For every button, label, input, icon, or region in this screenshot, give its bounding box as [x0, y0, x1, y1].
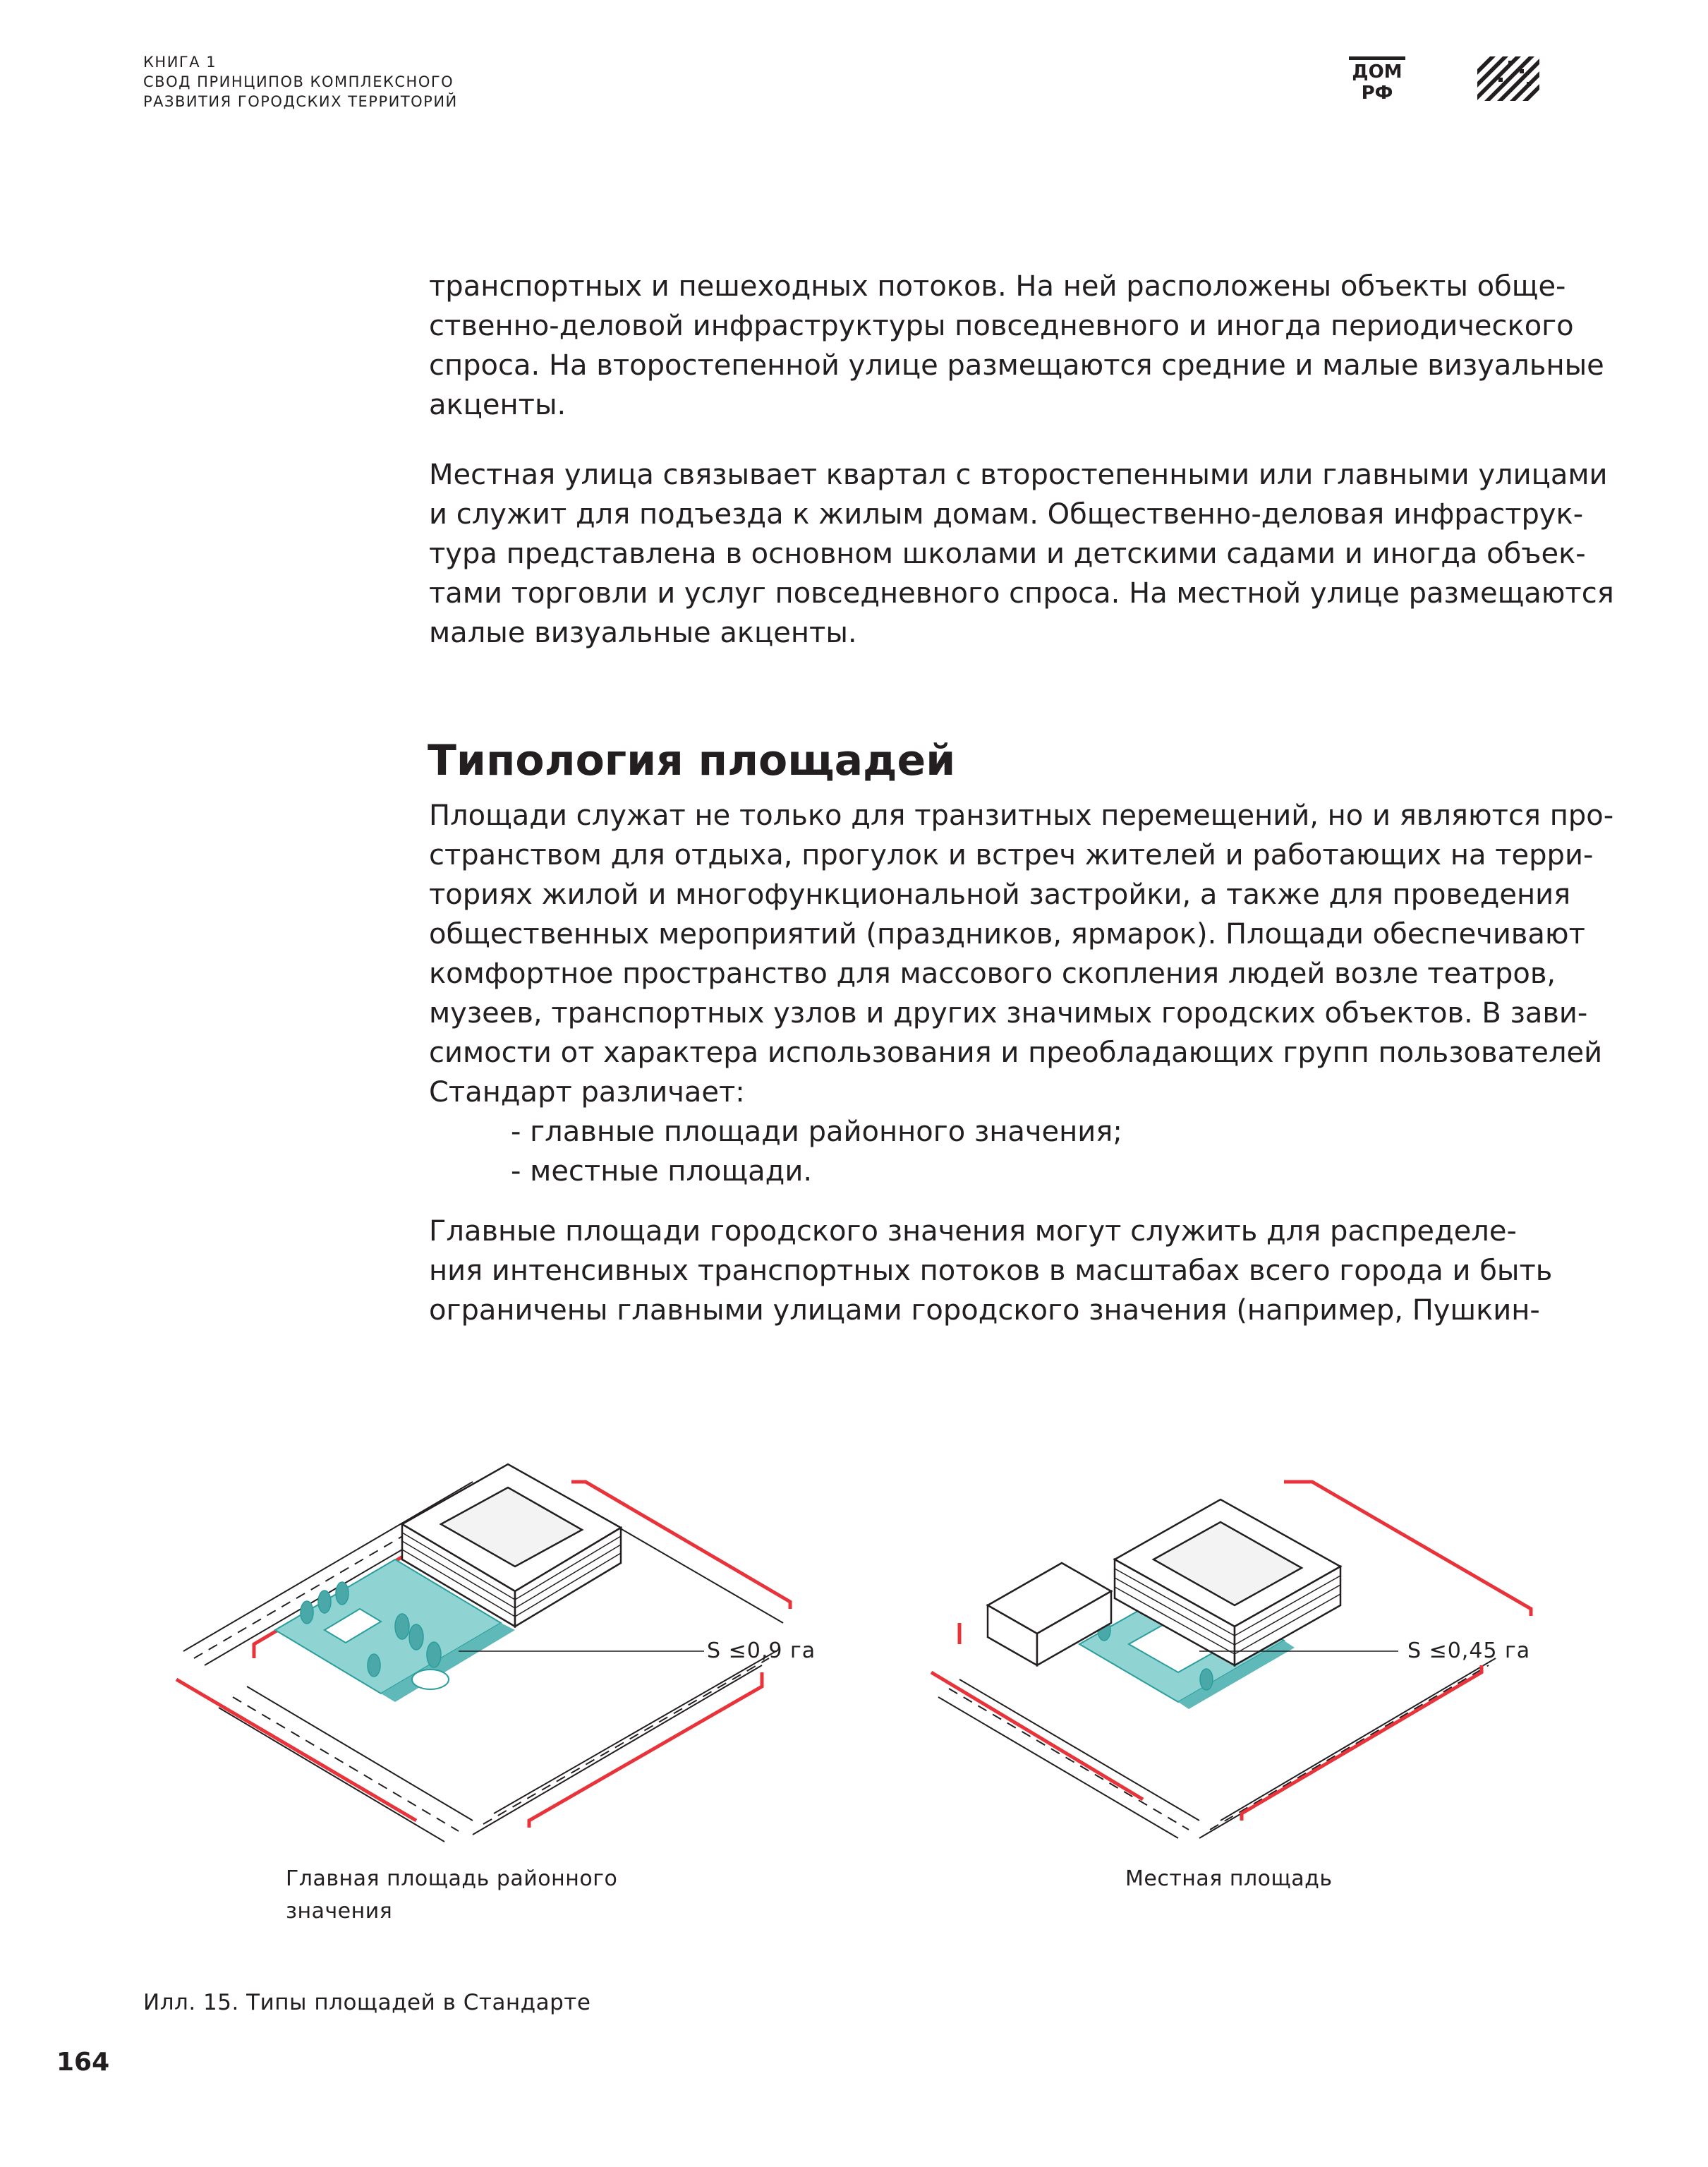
- dom-rf-logo-line2: РФ: [1361, 83, 1393, 102]
- paragraph-local-street: [429, 455, 1614, 653]
- section-title: Типология площадей: [428, 736, 956, 785]
- text-line: общественных мероприятий (праздников, ярмарок). Площади обеспечивают: [429, 918, 1585, 950]
- header-line-3: РАЗВИТИЯ ГОРОДСКИХ ТЕРРИТОРИЙ: [143, 93, 458, 110]
- text-line: акценты.: [429, 389, 567, 421]
- paragraph-secondary-street: [429, 267, 1604, 425]
- caption-line: Местная площадь: [1125, 1866, 1333, 1891]
- text-line: тами торговли и услуг повседневного спроса. На местной улице размещаются: [429, 577, 1614, 610]
- paragraph-main-squares: [429, 1212, 1553, 1330]
- page-number: 164: [56, 2048, 110, 2077]
- text-line: ственно-деловой инфраструктуры повседневного и иногда периодического: [429, 310, 1574, 342]
- dom-rf-logo-line1: ДОМ: [1352, 61, 1403, 83]
- caption-main-square: [286, 1863, 617, 1928]
- text-line: малые визуальные акценты.: [429, 617, 857, 649]
- text-line: симости от характера использования и преобладающих групп пользователей: [429, 1037, 1603, 1069]
- header-line-1: КНИГА 1: [143, 54, 217, 71]
- caption-line: Главная площадь районного: [286, 1866, 618, 1891]
- text-line: странством для отдыха, прогулок и встреч жителей и работающих на терри-: [429, 839, 1594, 871]
- text-line: музеев, транспортных узлов и других значимых городских объектов. В зави-: [429, 997, 1588, 1030]
- text-line: Стандарт различает:: [429, 1076, 745, 1109]
- list-item: - главные площади районного значения;: [511, 1116, 1122, 1148]
- text-line: Местная улица связывает квартал с второстепенными или главными улицами: [429, 459, 1608, 491]
- caption-line: значения: [286, 1899, 393, 1924]
- text-line: тура представлена в основном школами и детскими садами и иногда объек-: [429, 538, 1586, 570]
- text-line: и служит для подъезда к жилым домам. Общественно-деловая инфраструк-: [429, 498, 1584, 531]
- text-line: транспортных и пешеходных потоков. На ней расположены объекты обще-: [429, 270, 1566, 303]
- text-line: Главные площади городского значения могут служить для распределе-: [429, 1215, 1517, 1248]
- text-line: спроса. На второстепенной улице размещаются средние и малые визуальные: [429, 349, 1604, 382]
- book-header: [143, 52, 458, 111]
- pattern-logo: [1477, 56, 1539, 101]
- figure-caption: Илл. 15. Типы площадей в Стандарте: [143, 1990, 591, 2015]
- list-item: - местные площади.: [511, 1155, 813, 1188]
- dom-rf-logo: [1349, 56, 1405, 102]
- paragraph-squares-typology: [429, 796, 1614, 1191]
- text-line: комфортное пространство для массового скопления людей возле театров,: [429, 958, 1556, 990]
- area-label-right: S ≤0,45 га: [1407, 1638, 1531, 1663]
- area-label-left: S ≤0,9 га: [707, 1638, 816, 1663]
- text-line: ториях жилой и многофункциональной застройки, а также для проведения: [429, 879, 1571, 911]
- header-line-2: СВОД ПРИНЦИПОВ КОМПЛЕКСНОГО: [143, 73, 454, 90]
- text-line: Площади служат не только для транзитных перемещений, но и являются про-: [429, 799, 1614, 832]
- text-line: ния интенсивных транспортных потоков в масштабах всего города и быть: [429, 1255, 1553, 1287]
- text-line: ограничены главными улицами городского значения (например, Пушкин-: [429, 1294, 1540, 1327]
- caption-local-square: [1125, 1863, 1333, 1895]
